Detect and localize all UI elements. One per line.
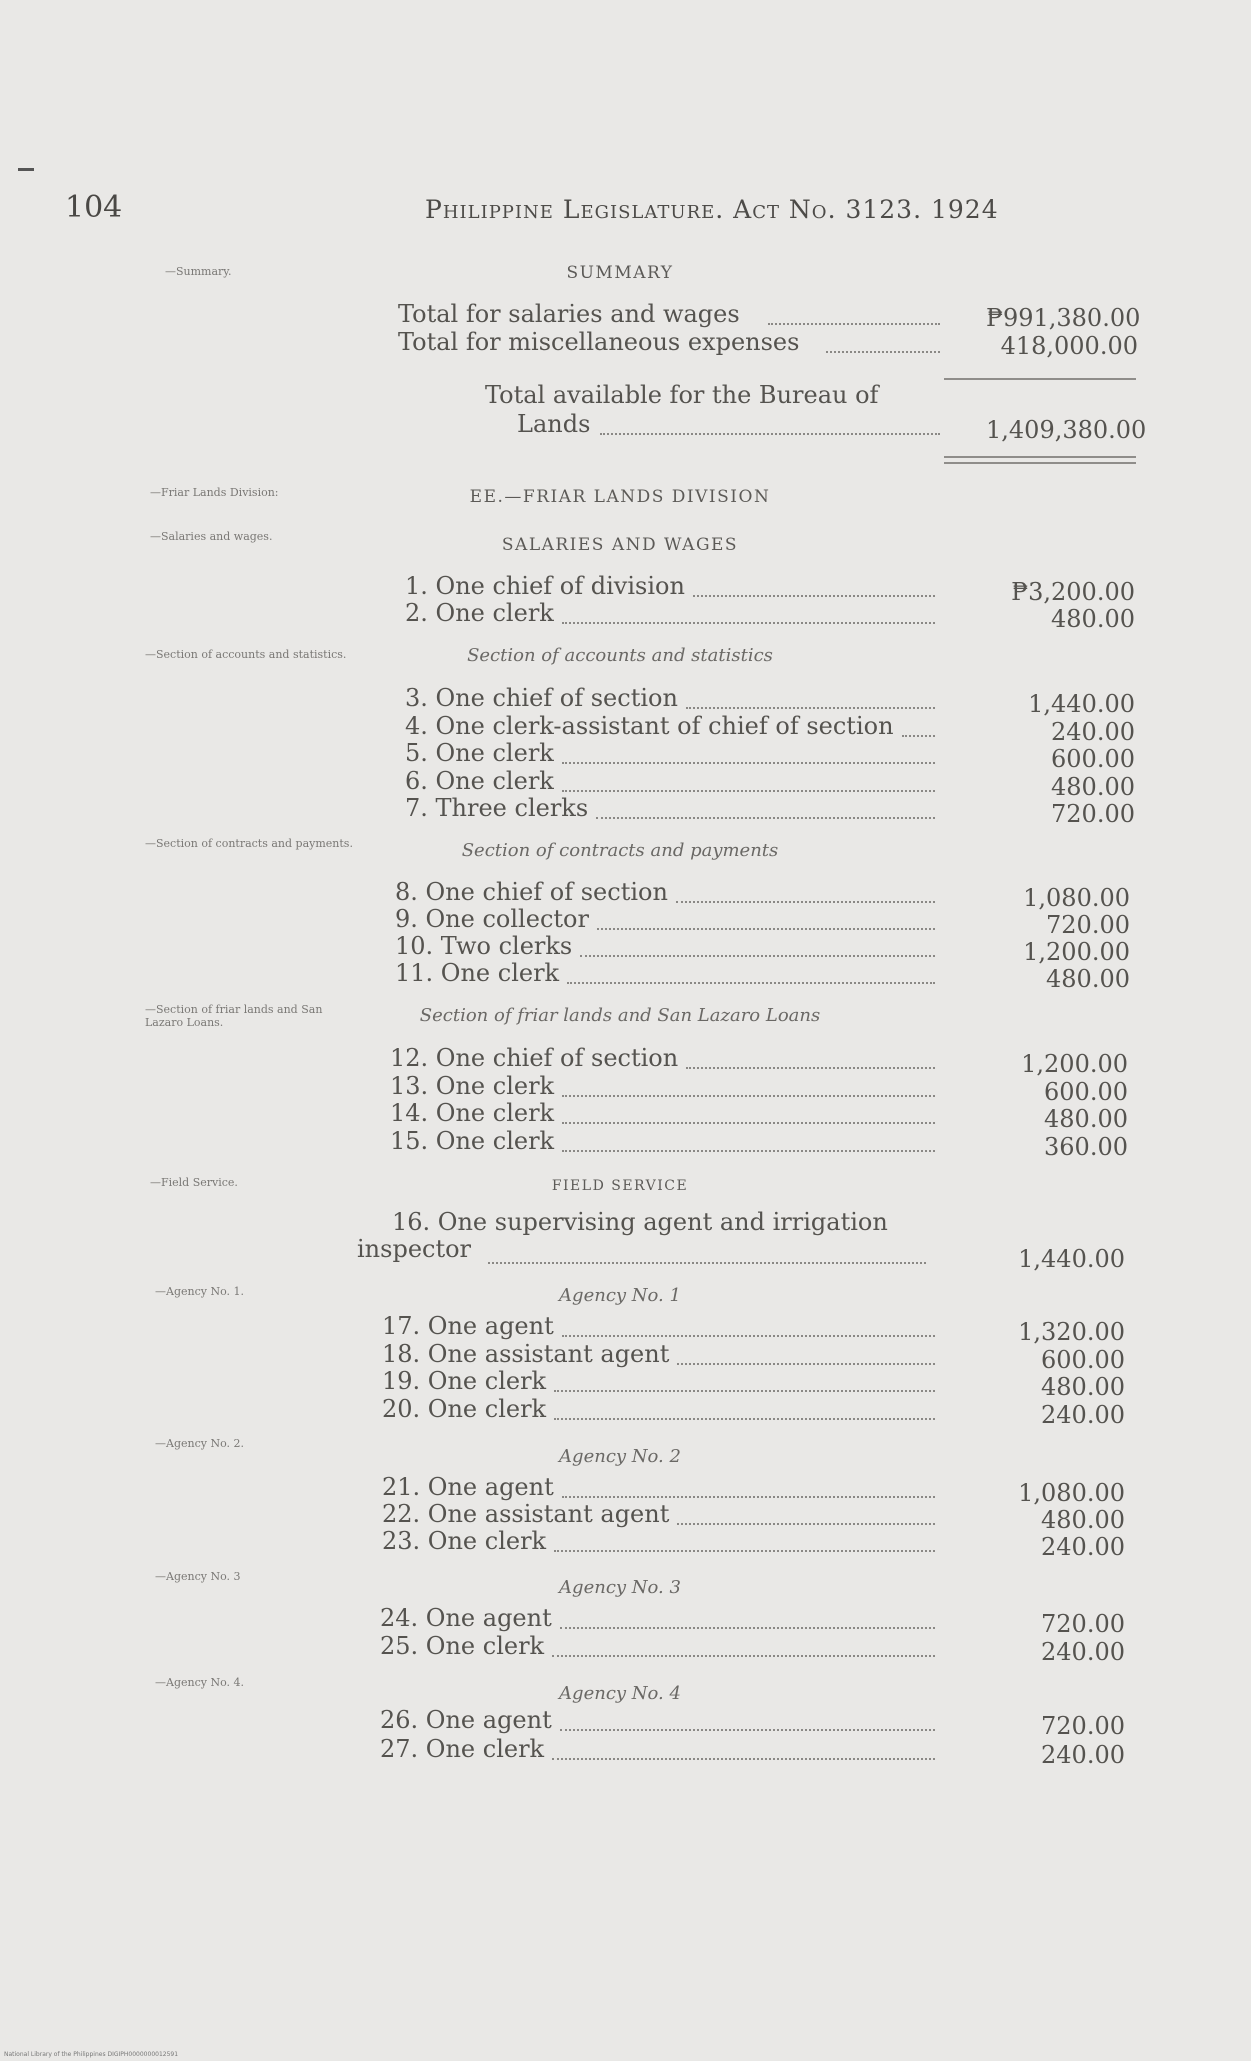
line-item-amount: 480.00 [1044,1105,1128,1133]
library-stamp: National Library of the Philippines DIGIPH0000000012591 [4,2051,179,2058]
line-item-label: 4. One clerk-assistant of chief of section [405,712,894,740]
line-item-label: 27. One clerk [380,1735,545,1763]
rule [944,378,1136,380]
summary-amount: 418,000.00 [1000,332,1138,360]
accounts-heading: Section of accounts and statistics [467,645,773,666]
leader-dots [554,1390,935,1392]
leader-dots [562,1122,935,1124]
loans-heading: Section of friar lands and San Lazaro Loans [419,1005,821,1026]
line-item-amount: 720.00 [1046,911,1130,939]
margin-note-agency1: —Agency No. 1. [155,1285,244,1298]
line-item-amount: 1,080.00 [1018,1479,1125,1507]
leader-dots [676,901,935,903]
leader-dots [596,817,935,819]
line-item-label: 26. One agent [380,1706,552,1734]
line-item-label: 3. One chief of section [405,684,678,712]
line-item-amount: 480.00 [1051,773,1135,801]
summary-row: Total for salaries and wages [398,300,740,328]
line-item-amount: 360.00 [1044,1133,1128,1161]
line-item-amount: 480.00 [1051,605,1135,633]
line-item-label: 21. One agent [382,1473,554,1501]
line-item-amount: ₱3,200.00 [1011,578,1135,606]
summary-total-label: Total available for the Bureau of [485,381,879,409]
line-item-amount: 480.00 [1046,965,1130,993]
line-item-label: 10. Two clerks [395,932,573,960]
margin-note-friar-lands: —Friar Lands Division: [150,486,279,499]
leader-dots [686,707,935,709]
line-item-label: 23. One clerk [382,1527,547,1555]
line-item-amount: 240.00 [1041,1638,1125,1666]
line-item-label: 22. One assistant agent [382,1500,670,1528]
leader-dots [488,1262,926,1264]
line-item-label: 1. One chief of division [405,572,685,600]
leader-dots [597,928,935,930]
field-amount: 1,440.00 [1018,1245,1125,1273]
summary-total-amount: 1,409,380.00 [986,416,1147,444]
leader-dots [600,433,940,435]
line-item-amount: 480.00 [1041,1373,1125,1401]
leader-dots [567,982,935,984]
margin-note-contracts: —Section of contracts and payments. [145,837,353,850]
line-item-label: 7. Three clerks [405,794,589,822]
page-number: 104 [65,190,123,225]
agency3-heading: Agency No. 3 [559,1577,681,1598]
leader-dots [677,1363,935,1365]
leader-dots [562,762,935,764]
line-item-label: 17. One agent [382,1312,554,1340]
line-item-label: 14. One clerk [390,1099,555,1127]
line-item-amount: 720.00 [1041,1610,1125,1638]
leader-dots [677,1523,935,1525]
leader-dots [562,1496,935,1498]
line-item-label: 12. One chief of section [390,1044,679,1072]
contracts-heading: Section of contracts and payments [461,840,779,861]
line-item-amount: 720.00 [1051,800,1135,828]
line-item-label: 13. One clerk [390,1072,555,1100]
margin-note-summary: —Summary. [165,265,232,278]
line-item-label: 19. One clerk [382,1367,547,1395]
agency2-heading: Agency No. 2 [559,1446,681,1467]
line-item-label: 24. One agent [380,1604,552,1632]
line-item-amount: 600.00 [1041,1346,1125,1374]
leader-dots [554,1550,935,1552]
leader-dots [560,1627,935,1629]
line-item-label: 6. One clerk [405,767,554,795]
line-item-amount: 480.00 [1041,1506,1125,1534]
running-head: Philippine Legislature. Act No. 3123. 1924 [425,195,999,224]
leader-dots [562,1335,935,1337]
summary-amount: ₱991,380.00 [986,304,1141,332]
leader-dots [562,622,935,624]
agency4-heading: Agency No. 4 [559,1683,681,1704]
division-heading: EE.—FRIAR LANDS DIVISION [469,487,771,507]
field-row-line2: inspector [357,1235,472,1263]
line-item-label: 18. One assistant agent [382,1340,670,1368]
leader-dots [693,595,935,597]
line-item-label: 15. One clerk [390,1127,555,1155]
line-item-amount: 600.00 [1044,1078,1128,1106]
line-item-label: 2. One clerk [405,599,554,627]
leader-dots [562,1150,935,1152]
line-item-amount: 1,200.00 [1023,938,1130,966]
margin-note-loans: —Section of friar lands and San Lazaro Loans. [145,1003,323,1029]
margin-note-agency2: —Agency No. 2. [155,1437,244,1450]
margin-note-accounts: —Section of accounts and statistics. [145,648,347,661]
leader-dots [686,1067,935,1069]
summary-heading: SUMMARY [566,263,674,283]
line-item-amount: 240.00 [1051,718,1135,746]
margin-note-salaries: —Salaries and wages. [150,530,273,543]
line-item-label: 11. One clerk [395,959,560,987]
line-item-amount: 1,080.00 [1023,884,1130,912]
summary-total-label-2: Lands [517,410,591,438]
summary-row: Total for miscellaneous expenses [398,328,800,356]
line-item-amount: 1,320.00 [1018,1318,1125,1346]
leader-dots [552,1655,935,1657]
salaries-heading: SALARIES AND WAGES [501,535,739,555]
line-item-amount: 240.00 [1041,1533,1125,1561]
line-item-label: 20. One clerk [382,1395,547,1423]
line-item-amount: 1,200.00 [1021,1050,1128,1078]
leader-dots [560,1729,935,1731]
scan-mark [18,168,34,171]
leader-dots [902,735,935,737]
field-row-line1: 16. One supervising agent and irrigation [392,1208,888,1236]
line-item-amount: 600.00 [1051,745,1135,773]
leader-dots [552,1758,935,1760]
margin-note-agency4: —Agency No. 4. [155,1676,244,1689]
leader-dots [768,323,940,325]
line-item-amount: 240.00 [1041,1741,1125,1769]
leader-dots [562,1095,935,1097]
field-heading: FIELD SERVICE [551,1178,689,1194]
margin-note-field: —Field Service. [150,1176,238,1189]
margin-note-agency3: —Agency No. 3 [155,1570,241,1583]
line-item-amount: 1,440.00 [1028,690,1135,718]
line-item-amount: 720.00 [1041,1712,1125,1740]
double-rule [944,456,1136,464]
line-item-label: 9. One collector [395,905,589,933]
agency1-heading: Agency No. 1 [559,1285,681,1306]
line-item-amount: 240.00 [1041,1401,1125,1429]
leader-dots [554,1418,935,1420]
leader-dots [580,955,935,957]
leader-dots [562,790,935,792]
leader-dots [826,351,940,353]
line-item-label: 5. One clerk [405,739,554,767]
line-item-label: 25. One clerk [380,1632,545,1660]
line-item-label: 8. One chief of section [395,878,668,906]
